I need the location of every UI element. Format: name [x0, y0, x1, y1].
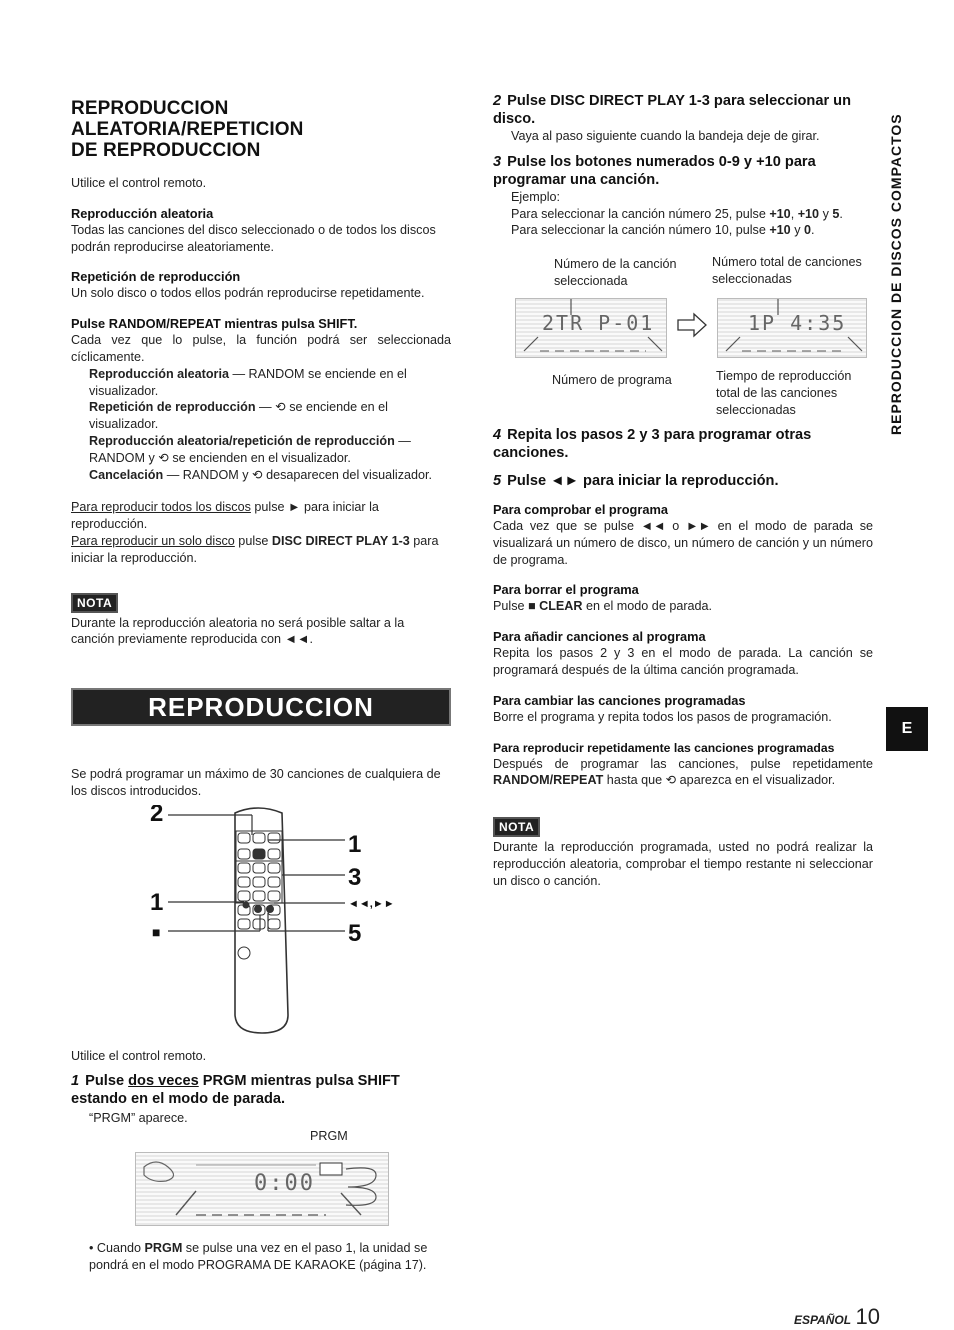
shift-heading: Pulse RANDOM/REPEAT mientras pulsa SHIFT. — [71, 316, 358, 332]
nota-badge-right: NOTA — [493, 817, 540, 837]
display-prgm — [135, 1152, 389, 1226]
repeat-program-text: Después de programar las canciones, pulse repetidamente RANDOM/REPEAT hasta que ⟲ aparezca en el visualizador. — [493, 756, 873, 788]
repeat-text: Un solo disco o todos ellos podrán reproducirse repetidamente. — [71, 286, 425, 301]
example-label: Ejemplo: — [511, 189, 560, 204]
repeat-heading: Repetición de reproducción — [71, 269, 241, 285]
step-2: 2 Pulse DISC DIRECT PLAY 1-3 para seleccionar un disco. — [493, 93, 852, 127]
step-5: 5 Pulse ◄► para iniciar la reproducción. — [493, 473, 779, 489]
mode-list — [71, 366, 451, 484]
shift-text: Cada vez que lo pulse, la función podrá ser seleccionada cíclicamente. — [71, 333, 451, 364]
footer-language: ESPAÑOL — [793, 1313, 852, 1327]
section-title: REPRODUCCION ALEATORIA/REPETICION DE REPRODUCCION — [71, 98, 304, 161]
mode-item: Reproducción aleatoria — RANDOM se enciende en el visualizador. — [89, 366, 407, 398]
caption-time: Tiempo de reproducción total de las canciones seleccionadas — [716, 369, 852, 417]
karaoke-bullet: • Cuando PRGM se pulse una vez en el paso 1, la unidad se pondrá en el modo PROGRAMA DE KARAOKE (página 17). — [89, 1241, 428, 1272]
language-tab: E — [886, 707, 928, 751]
callout-stop: ■ — [152, 924, 161, 940]
prgm-label: PRGM — [310, 1129, 348, 1143]
caption-total: Número total de canciones seleccionadas — [712, 255, 862, 286]
display-prgm-digits: 0:00 — [254, 1171, 315, 1196]
callout-5: 5 — [348, 920, 362, 947]
clear-text: Pulse ■ CLEAR en el modo de parada. — [493, 599, 713, 614]
sidebar-section-title: REPRODUCCION DE DISCOS COMPACTOS — [888, 113, 904, 436]
caption-program: Número de programa — [552, 373, 672, 387]
check-text: Cada vez que se pulse ◄◄ o ►► en el modo de parada se visualizará un número de disco, un número de canción y un número de programa. — [493, 519, 873, 567]
remote-note: Utilice el control remoto. — [71, 1049, 207, 1063]
display-program-step — [515, 298, 667, 358]
step-1-sub: “PRGM” aparece. — [89, 1111, 188, 1125]
step-4: 4 Repita los pasos 2 y 3 para programar otras canciones. — [493, 427, 812, 461]
page-footer — [780, 1304, 880, 1330]
random-text: Todas las canciones del disco seleccionado o de todos los discos podrán reproducirse aleatoriamente. — [71, 222, 436, 254]
mode-item: Reproducción aleatoria/repetición de reproducción — RANDOM y ⟲ se encienden en el visualizador. — [89, 433, 411, 465]
left-column — [71, 98, 451, 648]
right-column — [493, 92, 873, 239]
step-3: 3 Pulse los botones numerados 0-9 y +10 para programar una canción. — [493, 153, 816, 188]
example-2: Para seleccionar la canción número 10, pulse +10 y 0. — [511, 223, 815, 238]
callout-1-left: 1 — [150, 889, 164, 916]
remote-control-illustration — [140, 805, 410, 1040]
callout-2: 2 — [150, 805, 164, 827]
display-program-total — [717, 298, 867, 358]
right-column-lower — [493, 426, 873, 890]
clear-heading: Para borrar el programa — [493, 582, 639, 598]
intro-text: Utilice el control remoto. — [71, 176, 207, 190]
display-program-step-digits: 2TR P-01 — [542, 311, 655, 335]
change-heading: Para cambiar las canciones programadas — [493, 692, 746, 708]
callout-1-right: 1 — [348, 831, 362, 858]
page-number: 10 — [855, 1304, 880, 1329]
mode-item: Repetición de reproducción — ⟲ se enciende en el visualizador. — [89, 400, 388, 432]
program-intro: Se podrá programar un máximo de 30 canciones de cualquiera de los discos introducidos. — [71, 767, 441, 798]
one-disc-text: Para reproducir un solo disco pulse DISC DIRECT PLAY 1-3 para iniciar la reproducción. — [71, 533, 439, 565]
random-heading: Reproducción aleatoria — [71, 205, 214, 221]
change-text: Borre el programa y repita todos los pasos de programación. — [493, 709, 832, 724]
mode-item: Cancelación — RANDOM y ⟲ desaparecen del visualizador. — [89, 467, 433, 482]
nota-badge: NOTA — [71, 593, 118, 613]
caption-track: Número de la canción seleccionada — [554, 257, 677, 288]
check-heading: Para comprobar el programa — [493, 502, 668, 517]
repeat-program-heading: Para reproducir repetidamente las canciones programadas — [493, 740, 835, 755]
step-2-sub: Vaya al paso siguiente cuando la bandeja deje de girar. — [511, 129, 820, 143]
arrow-right-icon — [676, 312, 708, 338]
all-discs-text: Para reproducir todos los discos pulse ► para iniciar la reproducción. — [71, 500, 379, 532]
step-1: 1 Pulse dos veces PRGM mientras pulsa SHIFT estando en el modo de parada. — [71, 1073, 400, 1107]
section-banner: REPRODUCCION PROGRAMADA — [71, 688, 451, 726]
example-1: Para seleccionar la canción número 25, pulse +10, +10 y 5. — [511, 206, 843, 221]
callout-skip: ◄◄,►► — [348, 898, 395, 910]
nota-text-right: Durante la reproducción programada, usted no podrá realizar la reproducción aleatoria, comprobar el tiempo restante ni seleccionar un disco o canción. — [493, 840, 873, 888]
nota-text: Durante la reproducción aleatoria no será posible saltar a la canción previamente reproducida con ◄◄. — [71, 615, 405, 647]
add-heading: Para añadir canciones al programa — [493, 629, 706, 645]
display-program-total-digits: 1P 4:35 — [748, 311, 847, 335]
callout-3: 3 — [348, 864, 362, 891]
add-text: Repita los pasos 2 y 3 en el modo de parada. La canción se programará después de la última canción programada. — [493, 646, 873, 677]
